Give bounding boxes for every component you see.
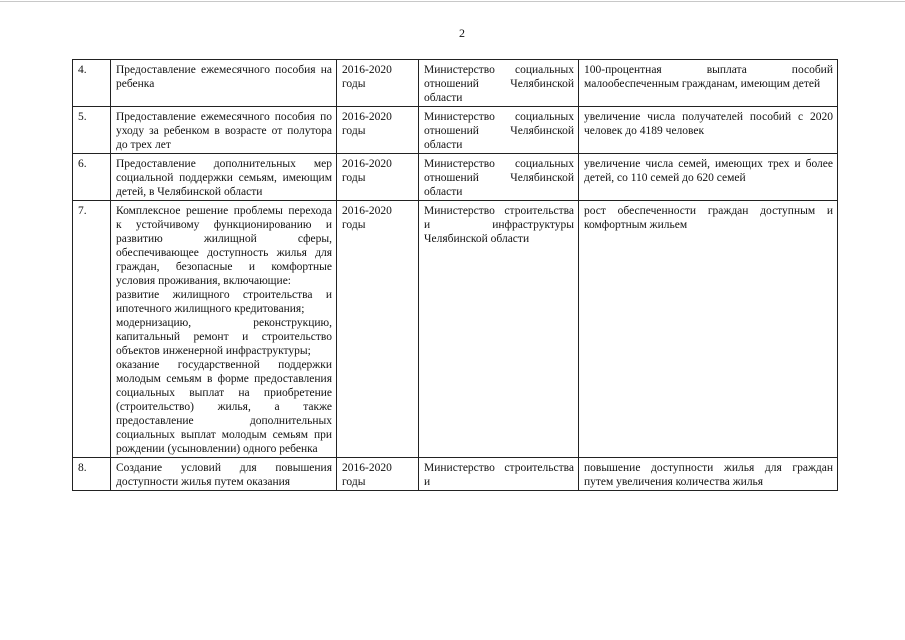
responsible-org-cell: Министерство строительства и (419, 458, 579, 491)
row-number-cell: 6. (73, 154, 111, 201)
table-row (73, 201, 838, 458)
program-measures-table (72, 59, 838, 491)
responsible-org-cell: Министерство социальных отношений Челябинской области (419, 154, 579, 201)
table-row (73, 458, 838, 491)
expected-result-cell: увеличение числа получателей пособий с 2020 человек до 4189 человек (579, 107, 838, 154)
measure-name-cell: Предоставление дополнительных мер социальной поддержки семьям, имеющим детей, в Челябинской области (111, 154, 337, 201)
period-cell: 2016-2020 годы (337, 458, 419, 491)
measure-name-cell: Комплексное решение проблемы перехода к устойчивому функционированию и развитию жилищной сферы, обеспечивающее доступность жилья для граждан, безопасные и комфортные условия проживания, включающие: развитие жилищного строительства и ипотечного жилищного кредитования; модернизацию, реконструкцию, капитальный ремонт и строительство объектов инженерной инфраструктуры; оказание государственной поддержки молодым семьям в форме предоставления социальных выплат на приобретение (строительство) жилья, а также предоставление дополнительных социальных выплат молодым семьям при рождении (усыновлении) одного ребенка (111, 201, 337, 458)
responsible-org-cell: Министерство социальных отношений Челябинской области (419, 107, 579, 154)
table-row (73, 60, 838, 107)
row-number-cell: 4. (73, 60, 111, 107)
row-number-cell: 5. (73, 107, 111, 154)
row-number-cell: 7. (73, 201, 111, 458)
row-number-cell: 8. (73, 458, 111, 491)
measure-name-cell: Предоставление ежемесячного пособия на ребенка (111, 60, 337, 107)
period-cell: 2016-2020 годы (337, 154, 419, 201)
measure-name-cell: Создание условий для повышения доступности жилья путем оказания (111, 458, 337, 491)
expected-result-cell: 100-процентная выплата пособий малообеспеченным гражданам, имеющим детей (579, 60, 838, 107)
page-top-edge (0, 1, 905, 2)
table-row (73, 154, 838, 201)
expected-result-cell: повышение доступности жилья для граждан путем увеличения количества жилья (579, 458, 838, 491)
table-row (73, 107, 838, 154)
expected-result-cell: увеличение числа семей, имеющих трех и более детей, со 110 семей до 620 семей (579, 154, 838, 201)
period-cell: 2016-2020 годы (337, 201, 419, 458)
responsible-org-cell: Министерство строительства и инфраструктуры Челябинской области (419, 201, 579, 458)
period-cell: 2016-2020 годы (337, 60, 419, 107)
expected-result-cell: рост обеспеченности граждан доступным и комфортным жильем (579, 201, 838, 458)
responsible-org-cell: Министерство социальных отношений Челябинской области (419, 60, 579, 107)
period-cell: 2016-2020 годы (337, 107, 419, 154)
measure-name-cell: Предоставление ежемесячного пособия по уходу за ребенком в возрасте от полутора до трех лет (111, 107, 337, 154)
page-number: 2 (459, 26, 465, 40)
